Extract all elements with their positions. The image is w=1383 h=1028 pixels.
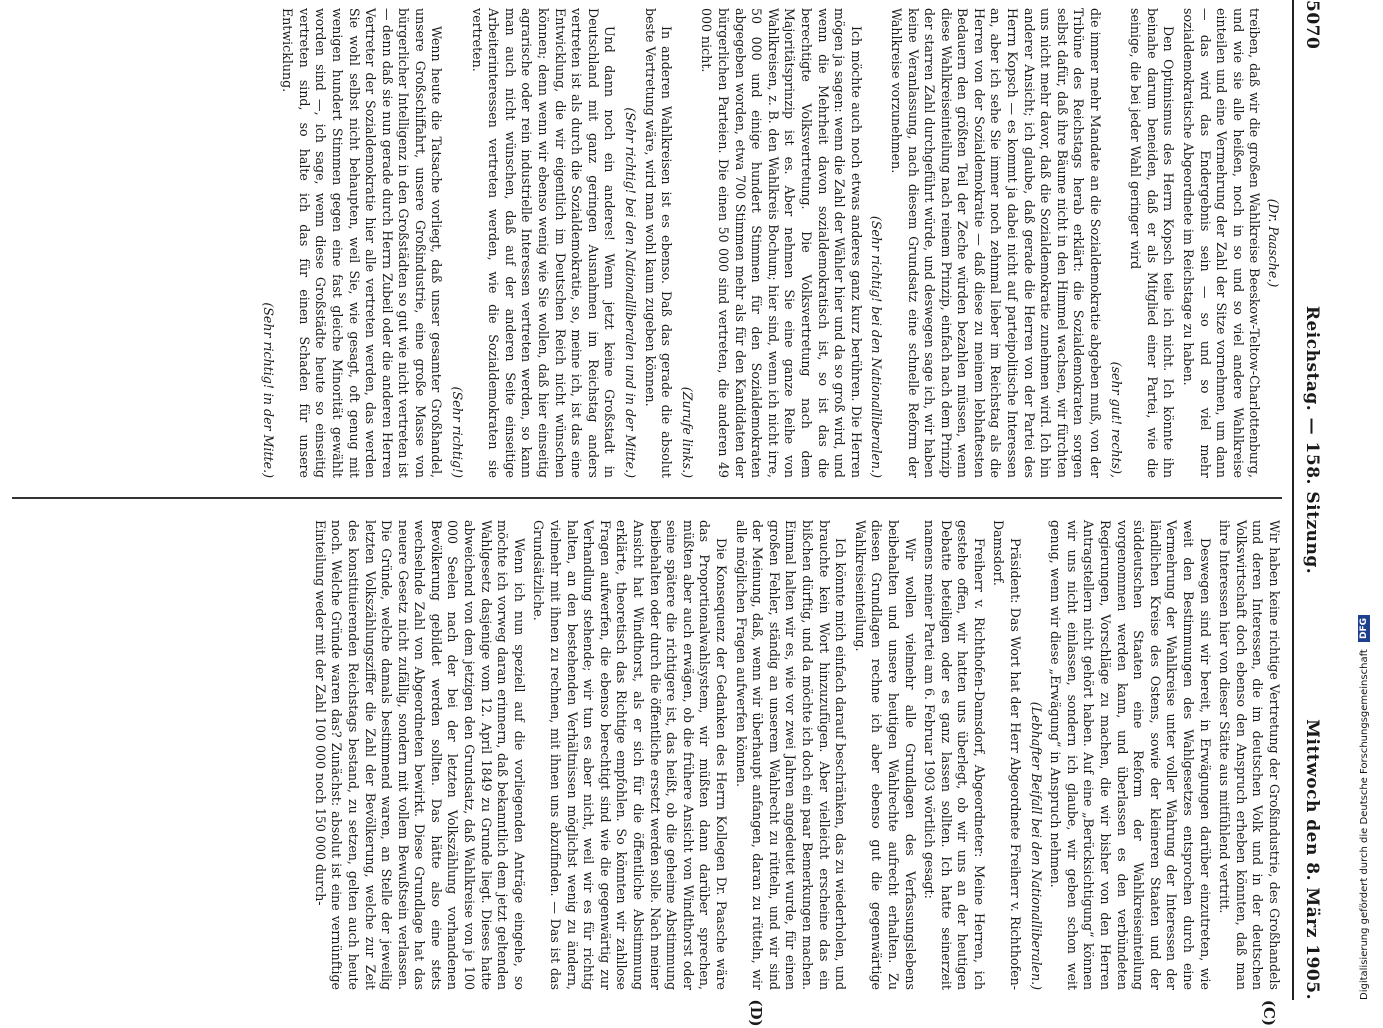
paragraph: Wenn heute die Tatsache vorliegt, daß unser gesamter Großhandel, unsere Großschiffahrt, unsere Großindustrie, eine große Masse von bürgerlicher Intelligenz in den Großstädten so gut wie nicht vertreten ist — denn daß sie nun gerade durch Herrn Zubeil oder die anderen Herren Vertreter der Sozialdemokratie hier alle vertreten werden, das werden Sie wohl selbst nicht behaupten, weil Sie, wie gesagt, oft genug mit wenigen hundert Stimmen gegen eine fast gleiche Minorität gewählt worden sind —, ich sage, wenn diese Großstädte heute so einseitig vertreten sind, so halte ich das für einen Schaden für unsere Entwicklung. [280,8,445,478]
credit-text: Digitalisierung gefördert durch die Deutsche Forschungsgemeinschaft [1359,649,1370,1000]
page-number: 5070 [1302,0,1322,50]
margin-letter-a [1260,0,1278,2]
margin-letter-d: (D) [747,999,765,1027]
digitization-credit [1356,0,1374,1000]
margin-letter-c: (C) [1260,999,1278,1027]
paragraph: treiben, daß wir die großen Wahlkreise Beeskow-Teltow-Charlottenburg, und wie sie alle heißen, noch in so und so viel andere Wahlkreise einteilen und eine Vermehrung der Zahl der Sitze vornehmen, um dann — das wird das Endergebnis sein — so und so viel mehr sozialdemokratische Abgeordnete im Reichstage zu haben. [1181,8,1263,478]
interjection: (sehr gut! rechts), [1108,361,1124,478]
paragraph: Wir haben keine richtige Vertretung der Großindustrie, des Großhandels und deren Interessen, die im deutschen Volk und in der deutschen Volkswirtschaft doch ebenso den Anspruch erheben könnten, daß man ihre Interessen hier von dieser Stätte aus mitfühlend vertritt. [1217,520,1282,990]
paragraph: Freiherr v. Richthofen-Damsdorf, Abgeordneter: Meine Herren, ich gestehe offen, wir hatten uns überlegt, ob wir uns an der heutigen Debatte beteiligen oder es ganz lassen sollten. Ich hatte seinerzeit namens meiner Partei am 6. Februar 1903 wörtlich gesagt: [922,520,987,990]
interjection: (Sehr richtig! bei den Nationalliberalen und in der Mitte.) [623,107,639,478]
paragraph: Die Konsequenz der Gedanken des Herrn Kollegen Dr. Paasche wäre das Proportionalwahlsystem, wir müßten dann darüber sprechen, müßten aber auch erwägen, ob die frühere Ansicht von Windthorst oder seine spätere die richtigere ist, das heißt, ob die geheime Abstimmung beibehalten oder durch die öffentliche ersetzt werden solle. Nach meiner Ansicht hat Windthorst, als er sich für die öffentliche Abstimmung erklärte, theoretisch das Richtige empfohlen. So könnten wir zahllose Fragen aufwerfen, die ebenso berechtigt sind wie die gegenwärtig zur Verhandlung stehende; wir tun es aber nicht, weil wir es für richtig halten, an den bestehenden Verhältnissen möglichst wenig zu ändern, vielmehr mit ihnen zu rechnen, mit ihnen uns abzufinden. — Das ist das Grundsätzliche. [531,520,729,990]
paragraph: Deswegen sind wir bereit, in Erwägungen darüber einzutreten, wie weit den Bestimmungen des Wahlgesetzes entsprochen durch eine Vermehrung der Wahlkreise unter voller Wahrung der Interessen der ländlichen Kreise des Ostens, sowie der kleineren Staaten und der süddeutschen Staaten eine Reform der Wahlkreiseinteilung vorgenommen werden kann, und überlassen es den verbündeten Regierungen, Vorschläge zu machen, die wir bisher von den Herren Antragstellern nicht gehört haben. Auf eine „Berücksichtigung“ können wir uns nicht einlassen, sondern ich glaube, wir geben schon weit genug, wenn wir diese „Erwägung“ in Anspruch nehmen. [1048,520,1213,990]
paragraph: Präsident: Das Wort hat der Herr Abgeordnete Freiherr v. Richthofen-Damsdorf. [991,520,1024,990]
session-date: Mittwoch den 8. März 1905. [1302,719,1322,1000]
dfg-logo: DFG [1358,615,1370,642]
paragraph: Wenn ich nun speziell auf die vorliegenden Anträge eingehe, so möchte ich vorweg daran erinnern, daß bekanntlich dem jetzt geltenden Wahlgesetz dasjenige vom 12. April 1849 zu Grunde liegt. Dieses hatte abweichend von dem jetzigen den Grundsatz, daß Wahlkreise von je 100 000 Seelen nach der bei der letzten Volkszählung vorhandenen Bevölkerung gebildet werden sollten. Das hätte also eine stets wechselnde Zahl von Abgeordneten bewirkt. Diese Grundlage hat das neuere Gesetz nicht zufällig, sondern mit vollem Bewußtsein verlassen. Die Gründe, welche damals bestimmend waren, an Stelle der jeweilig letzten Volkszählungsziffer die Zahl der Bevölkerung, welche zur Zeit des konstituierenden Reichstags bestand, zu setzen, gelten auch heute noch. Welche Gründe waren das? Zunächst: absolut ist eine vernünftige Einteilung weder mit der Zahl 100 000 noch 150 000 durch- [312,520,527,990]
interjection: (Sehr richtig! bei den Nationalliberalen.) [869,215,885,478]
column-divider [12,497,1282,499]
paragraph: Und dann noch ein anderes! Wenn jetzt keine Großstadt in Deutschland mit ganz geringen Ausnahmen im Reichstag anders vertreten ist als durch die Sozialdemokratie, so, meine ich, ist das eine Entwicklung, die wir eigentlich im Deutschen Reich nicht wünschen können; denn wenn wir ebenso wenig wie Sie wollen, daß hier einseitig agrarische oder rein industrielle Interessen vertreten werden, so kann man auch nicht wünschen, daß auf der anderen Seite einseitige Arbeiterinteressen vertreten werden, wie die Sozialdemokraten sie vertreten. [469,8,618,478]
paragraph: Ich könnte mich einfach darauf beschränken, das zu wiederholen, und brauchte kein Wort hinzuzufügen. Aber vielleicht erscheine das ein bißchen dürftig, und da möchte ich doch ein paar Bemerkungen machen. Einmal halten wir es, wie vor zwei Jahren angedeutet wurde, für einen großen Fehler, ständig an unserem Wahlrecht zu rütteln, und wir sind der Meinung, daß, wenn wir überhaupt anfangen, daran zu rütteln, wir alle möglichen Fragen aufwerfen können. [733,520,849,990]
interjection: (Sehr richtig!) [450,386,466,478]
interjection: (Zurufe links.) [679,386,695,478]
paragraph: In anderen Wahlkreisen ist es ebenso. Daß das gerade die absolut beste Vertretung wäre, wird man wohl kaum zugeben können. [642,8,675,478]
paragraph: Den Optimismus des Herrn Kopsch teile ich nicht. Ich könnte ihn beinahe darum beneiden, daß er als Mitglied einer Partei, wie die seinige, die bei jeder Wahl geringer wird [1128,8,1177,478]
right-column [12,520,1282,990]
paragraph: Ich möchte auch noch etwas anderes ganz kurz berühren. Die Herren mögen ja sagen: wenn die Zahl der Wähler hier und da so groß wird, und wenn die Mehrheit davon sozialdemokratisch ist, so ist das die berechtigte Volksvertretung. Die Volksvertretung nach dem Majoritätsprinzip ist es. Aber nehmen Sie eine ganze Reihe von Wahlkreisen, z. B. den Wahlkreis Bochum; hier sind, wenn ich nicht irre, 50 000 und einige hundert Stimmen für den Sozialdemokraten abgegeben worden, etwa 700 Stimmen mehr als für den Kandidaten der bürgerlichen Parteien. Die einen 50 000 sind vertreten, die anderen 49 000 nicht. [699,8,864,478]
paragraph: die immer mehr Mandate an die Sozialdemokratie abgeben muß, von der Tribüne des Reichstags herab erklärt: die Sozialdemokraten sorgen selbst dafür, daß ihre Bäume nicht in den Himmel wachsen, wir fürchten uns nicht mehr davor, daß die Sozialdemokratie zunehmen wird. Ich bin anderer Ansicht; ich glaube, daß gerade die Herren von der Partei des Herrn Kopsch — es kommt ja dabei nicht auf parteipolitische Interessen an, aber ich sehe Sie immer noch zehnmal lieber im Reichstag als die Herren von der Sozialdemokratie — daß diese zu meinem lebhaftesten Bedauern den größten Teil der Zeche würden bezahlen müssen, wenn diese Wahlkreiseinteilung nach reinem Prinzip, einfach nach dem Prinzip der starren Zahl durchgeführt würde, und deswegen sage ich, wir haben keine Veranlassung, nach diesem Grundsatz eine schnelle Reform der Wahlkreise vorzunehmen. [888,8,1104,478]
session-title: Reichstag. — 158. Sitzung. [1302,305,1322,575]
interjection: (Sehr richtig! in der Mitte.) [260,302,276,478]
page-header [1292,0,1330,1000]
speaker-label: (Dr. Paasche.) [1266,198,1281,288]
left-column [12,8,1282,478]
quoted-paragraph: Wir wollen vielmehr alle Grundlagen des Verfassungslebens beibehalten und unsere heutigen Wahlrechte aufrecht erhalten. Zu diesen Grundlagen rechne ich aber ebenso gut die gegenwärtige Wahlkreiseinteilung. [852,520,918,990]
interjection: (Lebhafter Beifall bei den Nationalliberalen.) [1028,701,1044,990]
margin-letter-b [747,0,765,2]
